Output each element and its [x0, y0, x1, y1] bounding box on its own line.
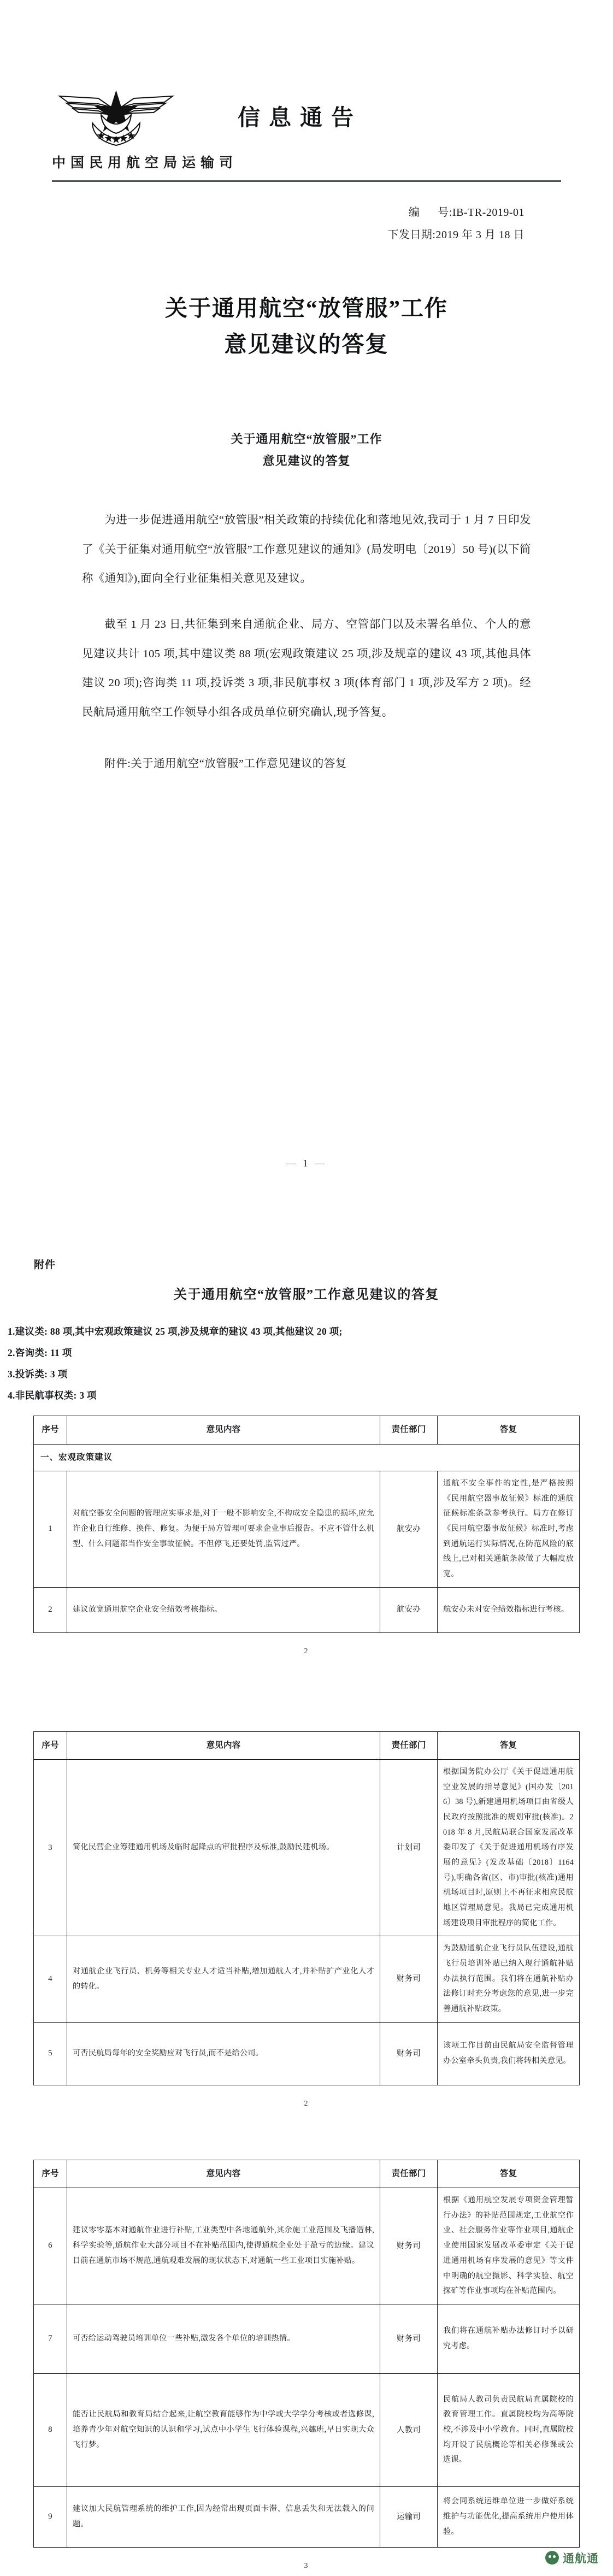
row-answer: 航安办未对安全绩效指标进行考核。: [438, 1587, 580, 1632]
document-number-label: 编 号:: [408, 207, 452, 219]
body-subtitle-line-1: 关于通用航空“放管服”工作: [231, 432, 382, 446]
attachment-page: [0, 1257, 613, 2576]
response-table-block-2: [33, 1731, 580, 2085]
statistic-item: 3.投诉类: 3 项: [8, 1368, 68, 1380]
table-row: [34, 1936, 580, 2022]
panda-avatar-icon: [545, 2551, 559, 2565]
table-header-row: [34, 1731, 580, 1759]
row-answer: 将会同系统运维单位进一步做好系统维护与功能优化,提高系统用户使用体验。: [438, 2486, 580, 2547]
table-header-row: [34, 2160, 580, 2188]
issue-date-label: 下发日期:: [387, 229, 436, 241]
body-subtitle-line-2: 意见建议的答复: [262, 453, 351, 468]
row-opinion: 能否让民航局和教育局结合起来,让航空教育能够作为中学或大学学分考核或者选修课,培养青少年对航空知识的认识和学习,试点中小学生飞行体验课程,兴趣班,早日实现大众飞行梦。: [67, 2373, 380, 2486]
table-row: [34, 2188, 580, 2304]
document-meta: [0, 202, 613, 246]
row-number: 8: [34, 2373, 67, 2486]
page-1-footer: — 1 —: [286, 1158, 327, 1169]
row-opinion: 对航空器安全问题的管理应实事求是,对于一般不影响安全,不构成安全隐患的损坏,应允许企业自行维修、换件、修复。为便于局方管理可要求企业事后报告。不应不管什么机型、什么问题都当作安全事故征候。不但停飞,还要处罚,监管过严。: [67, 1471, 380, 1587]
column-header-opinion: 意见内容: [67, 2160, 380, 2188]
section-heading: 一、宏观政策建议: [34, 1444, 580, 1471]
cover-title-line-2: 意见建议的答复: [224, 332, 389, 357]
column-header-dept: 责任部门: [380, 1731, 438, 1759]
response-table-block-1: [33, 1416, 580, 1632]
row-number: 2: [34, 1587, 67, 1632]
table-header-row: [34, 1416, 580, 1444]
attachment-title: 关于通用航空“放管服”工作意见建议的答复: [174, 1288, 439, 1302]
column-header-opinion: 意见内容: [67, 1416, 380, 1444]
statistic-item: 4.非民航事权类: 3 项: [8, 1389, 97, 1401]
cover-title: [0, 290, 613, 363]
row-answer: 民航局人教司负责民航局直属院校的教育管理工作。直属院校均为高等院校,不涉及中小学教育。同时,直属院校均开设了民航概论等相关必修课或公选课。: [438, 2373, 580, 2486]
header-divider-rule: [52, 180, 561, 182]
row-department: 计划司: [380, 1759, 438, 1936]
row-opinion: 简化民营企业筹建通用机场及临时起降点的审批程序及标准,鼓励民建机场。: [67, 1759, 380, 1936]
issue-date-value: 2019 年 3 月 18 日: [435, 229, 524, 241]
body-text: [82, 506, 531, 779]
caac-winged-star-emblem-icon: [57, 82, 175, 148]
issue-date-row: [0, 224, 524, 246]
row-answer: 我们将在通航补贴办法修订时予以研究考虑。: [438, 2304, 580, 2373]
table-row: [34, 2373, 580, 2486]
row-number: 3: [34, 1759, 67, 1936]
folio-page-4: 3: [304, 2561, 309, 2570]
row-answer: 根据《通用航空发展专项资金管理暂行办法》的补贴范围规定,工业航空作业、社会服务作业等作业项目,通航企业使用国家发展改革委审定《关于促进通用机场有序发展的意见》等文件中明确的航空摄影、科学实验、航空探矿等作业事项均在补贴范围内。: [438, 2188, 580, 2304]
row-answer: 为鼓励通航企业飞行员队伍建设,通航飞行员培训补贴已纳入现行通航补贴办法执行范围。我们将在通航补贴办法修订时充分考虑您的意见,进一步完善通航补贴政策。: [438, 1936, 580, 2022]
column-header-dept: 责任部门: [380, 1416, 438, 1444]
row-opinion: 建议零零基本对通航作业进行补贴,工业类型中各地通航外,其余施工业范围及飞播造林,科学实验等,通航作业大部分项目不在补贴范围内,使得通航企业处于盈亏的边缘。建议目前在通航市场不规范,通航观难发展的现状状态下,对通航一些工业项目实施补贴。: [67, 2188, 380, 2304]
table-row: [34, 2304, 580, 2373]
row-number: 6: [34, 2188, 67, 2304]
row-department: 航安办: [380, 1471, 438, 1587]
row-department: 人教司: [380, 2373, 438, 2486]
row-department: 财务司: [380, 2188, 438, 2304]
folio-page-3: 2: [304, 2099, 309, 2108]
document-number-row: [0, 202, 524, 224]
row-answer: 通航不安全事件的定性,是严格按照《民用航空器事故征候》标准的通航征候标准条款参考执行。局方在修订《民用航空器事故征候》标准时,考虑到通航运行实际情况,在防范风险的底线上,已对相关通航条款做了大幅度放宽。: [438, 1471, 580, 1587]
row-answer: 该项工作目前由民航局安全监督管理办公室牵头负责,我们将转相关意见。: [438, 2022, 580, 2085]
document-number-value: IB-TR-2019-01: [452, 207, 524, 219]
body-attachment-note: 附件:关于通用航空“放管服”工作意见建议的答复: [104, 757, 347, 770]
row-department: 财务司: [380, 2022, 438, 2085]
folio-page-2: 2: [304, 1647, 309, 1655]
column-header-answer: 答复: [438, 2160, 580, 2188]
page-break-gap: [0, 2108, 613, 2150]
column-header-no: 序号: [34, 1416, 67, 1444]
row-opinion: 可否给运动驾驶员培训单位一些补贴,激发各个单位的培训热情。: [67, 2304, 380, 2373]
row-number: 7: [34, 2304, 67, 2373]
cover-page: [0, 0, 613, 1257]
statistic-item: 1.建议类: 88 项,其中宏观政策建议 25 项,涉及规章的建议 43 项,其他建议 20 项;: [8, 1326, 343, 1337]
column-header-opinion: 意见内容: [67, 1731, 380, 1759]
row-department: 财务司: [380, 1936, 438, 2022]
statistic-item: 2.咨询类: 11 项: [8, 1347, 72, 1358]
table-row: [34, 2486, 580, 2547]
row-number: 4: [34, 1936, 67, 2022]
column-header-answer: 答复: [438, 1416, 580, 1444]
table-row: [34, 1759, 580, 1936]
table-row: [34, 1471, 580, 1587]
row-department: 财务司: [380, 2304, 438, 2373]
page-break-gap: [0, 1656, 613, 1722]
column-header-no: 序号: [34, 1731, 67, 1759]
column-header-dept: 责任部门: [380, 2160, 438, 2188]
column-header-answer: 答复: [438, 1731, 580, 1759]
row-number: 1: [34, 1471, 67, 1587]
issuing-organization: 中国民用航空局运输司: [52, 155, 238, 170]
statistics-list: [8, 1321, 605, 1406]
row-answer: 根据国务院办公厅《关于促进通用航空业发展的指导意见》(国办发〔2016〕38 号),新建通用机场项目由省级人民政府按照批准的规划审批(核准)。2018 年 8 月,民航局联合国家发展改革委印发了《关于促进通用机场有序发展的意见》(发改基础〔2018〕1164 号),明确各省(区、市)审批(核准)通用机场项目时,原则上不再征求相应民航地区管理局意见。我局已完成通用机场建设项目审批程序的简化工作。: [438, 1759, 580, 1936]
publisher-watermark: [545, 2550, 599, 2566]
row-number: 9: [34, 2486, 67, 2547]
watermark-text: 通航通: [563, 2552, 599, 2565]
body-paragraph-2: 截至 1 月 23 日,共征集到来自通航企业、局方、空管部门以及未署名单位、个人的意见建议共计 105 项,其中建议类 88 项(宏观政策建议 25 项,涉及规章的建议 43 项,其他具体建议 20 项);咨询类 11 项,投诉类 3 项,非民航事权 3 项(体育部门 1 项,涉及军方 2 项)。经民航局通用航空工作领导小组各成员单位研究确认,现予答复。: [82, 618, 531, 719]
attachment-label: 附件: [34, 1259, 56, 1271]
table-row: [34, 1587, 580, 1632]
cover-title-line-1: 关于通用航空“放管服”工作: [165, 296, 448, 321]
body-paragraph-1: 为进一步促进通用航空“放管服”相关政策的持续优化和落地见效,我司于 1 月 7 日印发了《关于征集对通用航空“放管服”工作意见建议的通知》(局发明电〔2019〕50 号)(以下简称《通知》),面向全行业征集相关意见及建议。: [82, 514, 531, 585]
body-subtitle: [0, 428, 613, 472]
response-table-block-3: [33, 2160, 580, 2548]
row-department: 航安办: [380, 1587, 438, 1632]
row-number: 5: [34, 2022, 67, 2085]
row-opinion: 对通航企业飞行员、机务等相关专业人才适当补贴,增加通航人才,并补贴扩产业化人才的转化。: [67, 1936, 380, 2022]
masthead-title: 信息通告: [238, 105, 362, 130]
row-department: 运输司: [380, 2486, 438, 2547]
letterhead: [0, 0, 613, 148]
table-section-heading-row: [34, 1444, 580, 1471]
table-row: [34, 2022, 580, 2085]
row-opinion: 建议放宽通用航空企业安全绩效考核指标。: [67, 1587, 380, 1632]
row-opinion: 建议加大民航管理系统的维护工作,因为经常出现页面卡滞、信息丢失和无法载入的问题。: [67, 2486, 380, 2547]
row-opinion: 可否民航局每年的安全奖励应对飞行员,而不是给公司。: [67, 2022, 380, 2085]
column-header-no: 序号: [34, 2160, 67, 2188]
